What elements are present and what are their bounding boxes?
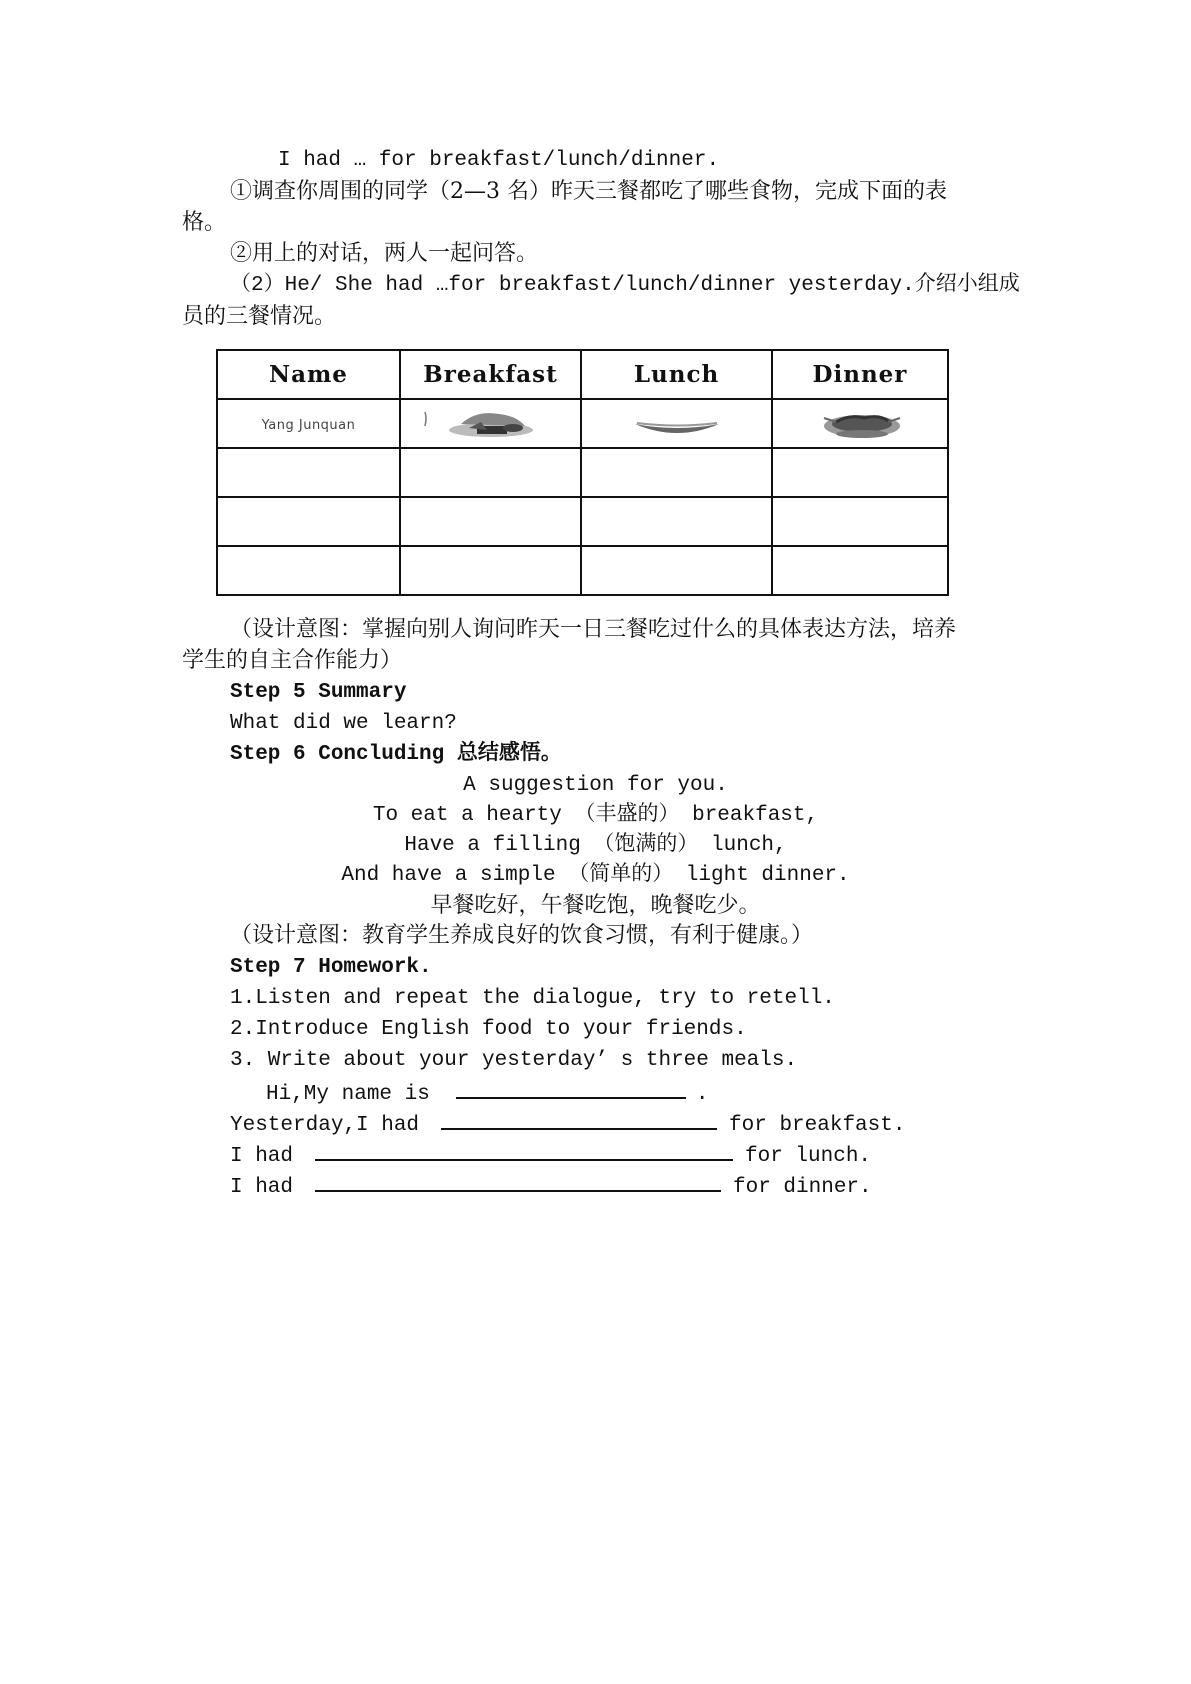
breakfast-blank-cell[interactable] xyxy=(400,497,581,546)
lunch-cell xyxy=(581,399,772,448)
step5-heading: Step 5 Summary xyxy=(230,681,407,704)
fill-dinner-prefix: I had xyxy=(230,1176,294,1199)
breakfast-cell xyxy=(400,399,581,448)
header-dinner: Dinner xyxy=(772,350,948,399)
fill-lunch-prefix: I had xyxy=(230,1145,294,1168)
breakfast-food-icon xyxy=(421,404,561,444)
dinner-blank-cell[interactable] xyxy=(772,448,948,497)
fill-line-lunch xyxy=(230,1139,871,1172)
design-intent-2: （设计意图：教育学生养成良好的饮食习惯，有利于健康。） xyxy=(230,923,814,948)
name-blank-cell[interactable] xyxy=(217,497,400,546)
dinner-dish-icon xyxy=(790,404,930,444)
lunch-blank-cell[interactable] xyxy=(581,448,772,497)
student-name: Yang Junquan xyxy=(261,418,356,433)
name-blank-cell[interactable] xyxy=(217,448,400,497)
lunch-blank[interactable] xyxy=(315,1139,733,1161)
task-introduce-cont: 员的三餐情况。 xyxy=(182,304,337,329)
student-name-cell xyxy=(217,399,400,448)
breakfast-blank[interactable] xyxy=(441,1108,717,1130)
task-introduce: （2）He/ She had …for breakfast/lunch/dinner yesterday.介绍小组成 xyxy=(230,274,1020,297)
fill-name-prefix: Hi,My name is xyxy=(266,1083,430,1106)
header-lunch: Lunch xyxy=(581,350,772,399)
poem-line-4: And have a simple （简单的） light dinner. xyxy=(341,864,850,887)
lunch-plate-icon xyxy=(607,404,747,444)
homework-item-3: 3. Write about your yesterday’ s three meals. xyxy=(230,1049,798,1072)
poem-line-5: 早餐吃好，午餐吃饱，晚餐吃少。 xyxy=(430,893,761,918)
fill-line-dinner xyxy=(230,1170,872,1203)
homework-item-2: 2.Introduce English food to your friends. xyxy=(230,1018,747,1041)
fill-line-breakfast xyxy=(230,1108,905,1141)
fill-breakfast-suffix: for breakfast. xyxy=(729,1114,906,1137)
task-dialogue: ②用上的对话，两人一起问答。 xyxy=(230,241,539,266)
lunch-blank-cell[interactable] xyxy=(581,546,772,595)
table-row xyxy=(217,399,948,448)
breakfast-blank-cell[interactable] xyxy=(400,448,581,497)
step5-question: What did we learn? xyxy=(230,712,457,735)
dinner-blank-cell[interactable] xyxy=(772,546,948,595)
header-breakfast: Breakfast xyxy=(400,350,581,399)
design-intent-1: （设计意图：掌握向别人询问昨天一日三餐吃过什么的具体表达方法，培养 xyxy=(230,617,957,642)
header-name: Name xyxy=(217,350,400,399)
name-blank[interactable] xyxy=(456,1077,686,1099)
step6-heading: Step 6 Concluding 总结感悟。 xyxy=(230,743,562,766)
fill-lunch-suffix: for lunch. xyxy=(745,1145,872,1168)
dinner-blank[interactable] xyxy=(315,1170,721,1192)
design-intent-1-cont: 学生的自主合作能力） xyxy=(182,648,403,673)
poem-line-3: Have a filling （饱满的） lunch, xyxy=(404,834,787,857)
meals-table xyxy=(216,349,949,596)
table-row xyxy=(217,546,948,595)
name-blank-cell[interactable] xyxy=(217,546,400,595)
task-survey-cont: 格。 xyxy=(182,210,227,235)
poem-line-1: A suggestion for you. xyxy=(463,774,728,797)
table-row xyxy=(217,448,948,497)
dinner-cell xyxy=(772,399,948,448)
fill-name-suffix: . xyxy=(695,1083,709,1106)
fill-dinner-suffix: for dinner. xyxy=(733,1176,872,1199)
poem-line-2: To eat a hearty （丰盛的） breakfast, xyxy=(372,804,819,827)
homework-item-1: 1.Listen and repeat the dialogue, try to retell. xyxy=(230,987,835,1010)
breakfast-blank-cell[interactable] xyxy=(400,546,581,595)
sentence-pattern: I had … for breakfast/lunch/dinner. xyxy=(278,149,720,172)
dinner-blank-cell[interactable] xyxy=(772,497,948,546)
table-header-row xyxy=(217,350,948,399)
step7-heading: Step 7 Homework. xyxy=(230,956,432,979)
fill-breakfast-prefix: Yesterday,I had xyxy=(230,1114,420,1137)
fill-line-name xyxy=(266,1077,708,1110)
task-survey: ①调查你周围的同学（2—3 名）昨天三餐都吃了哪些食物，完成下面的表 xyxy=(230,179,947,204)
table-row xyxy=(217,497,948,546)
lunch-blank-cell[interactable] xyxy=(581,497,772,546)
